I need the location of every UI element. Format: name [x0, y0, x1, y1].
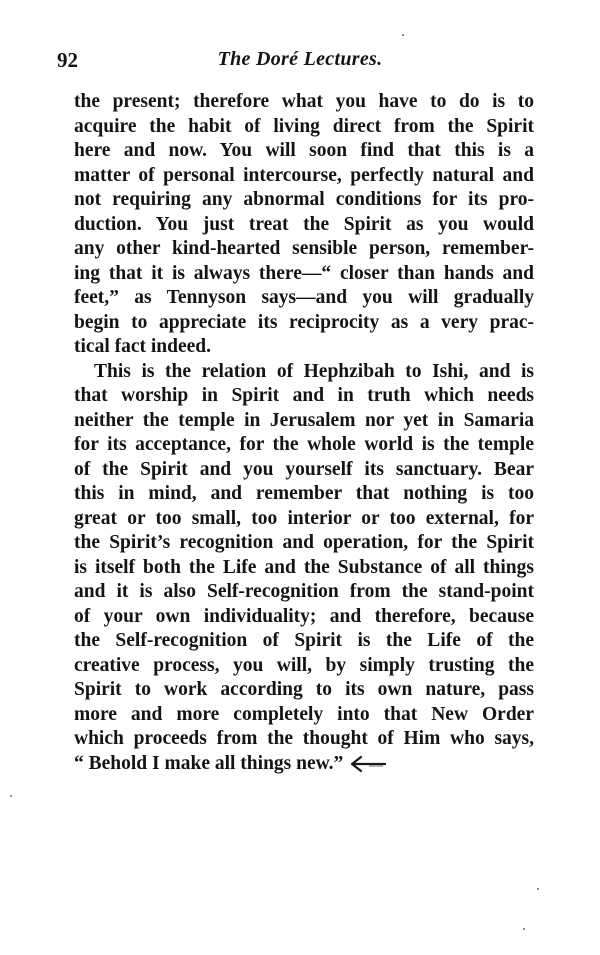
text-line: This is the relation of Hephzibah to Ishi, and is: [94, 360, 534, 382]
scan-speck: [523, 928, 525, 930]
page-number: 92: [57, 48, 78, 72]
text-line: more and more completely into that New Order: [74, 703, 534, 725]
text-line: matter of personal intercourse, perfectly natural and: [74, 164, 534, 186]
text-line: that worship in Spirit and in truth which needs: [74, 385, 534, 406]
text-line: which proceeds from the thought of Him who says,: [74, 728, 534, 749]
text-line: the Spirit’s recognition and operation, for the Spirit: [74, 532, 534, 553]
text-line: and it is also Self-recognition from the stand-point: [74, 581, 534, 602]
hand-drawn-arrow-icon: [347, 755, 387, 773]
page-header: [0, 48, 600, 74]
text-line: the present; therefore what you have to do is to: [74, 91, 534, 112]
text-line: neither the temple in Jerusalem nor yet in Samaria: [74, 409, 534, 431]
text-line: ing that it is always there—“ closer than hands and: [74, 262, 534, 284]
text-line: of the Spirit and you yourself its sanctuary. Bear: [74, 458, 534, 480]
paragraph-2: [74, 360, 534, 777]
text-line: great or too small, too interior or too external, for: [74, 507, 534, 529]
body-text: [74, 90, 534, 776]
text-line: creative process, you will, by simply trusting the: [74, 654, 534, 676]
text-line: for its acceptance, for the whole world is the temple: [74, 434, 534, 455]
scan-speck: [537, 888, 539, 890]
running-head: The Doré Lectures.: [217, 48, 383, 70]
text-line: here and now. You will soon find that this is a: [74, 140, 534, 161]
text-line: the Self-recognition of Spirit is the Life of the: [74, 630, 534, 651]
text-line: is itself both the Life and the Substance of all things: [74, 556, 534, 578]
closing-quote-text: “ Behold I make all things new.”: [74, 752, 344, 774]
scan-speck: [402, 34, 404, 36]
text-line: any other kind-hearted sensible person, remember-: [74, 238, 534, 259]
text-line: duction. You just treat the Spirit as you would: [74, 213, 534, 235]
text-line: not requiring any abnormal conditions for its pro-: [74, 189, 534, 210]
text-line: of your own individuality; and therefore, because: [74, 605, 534, 627]
scan-speck: [10, 795, 12, 797]
text-line: begin to appreciate its reciprocity as a very prac-: [74, 311, 534, 333]
paragraph-1: [74, 90, 534, 360]
text-line: tical fact indeed.: [74, 336, 212, 357]
text-line-final: [74, 752, 534, 777]
text-line: acquire the habit of living direct from the Spirit: [74, 115, 534, 137]
text-line: Spirit to work according to its own nature, pass: [74, 679, 534, 700]
text-line: feet,” as Tennyson says—and you will gradually: [74, 287, 534, 308]
text-line: this in mind, and remember that nothing is too: [74, 483, 534, 504]
